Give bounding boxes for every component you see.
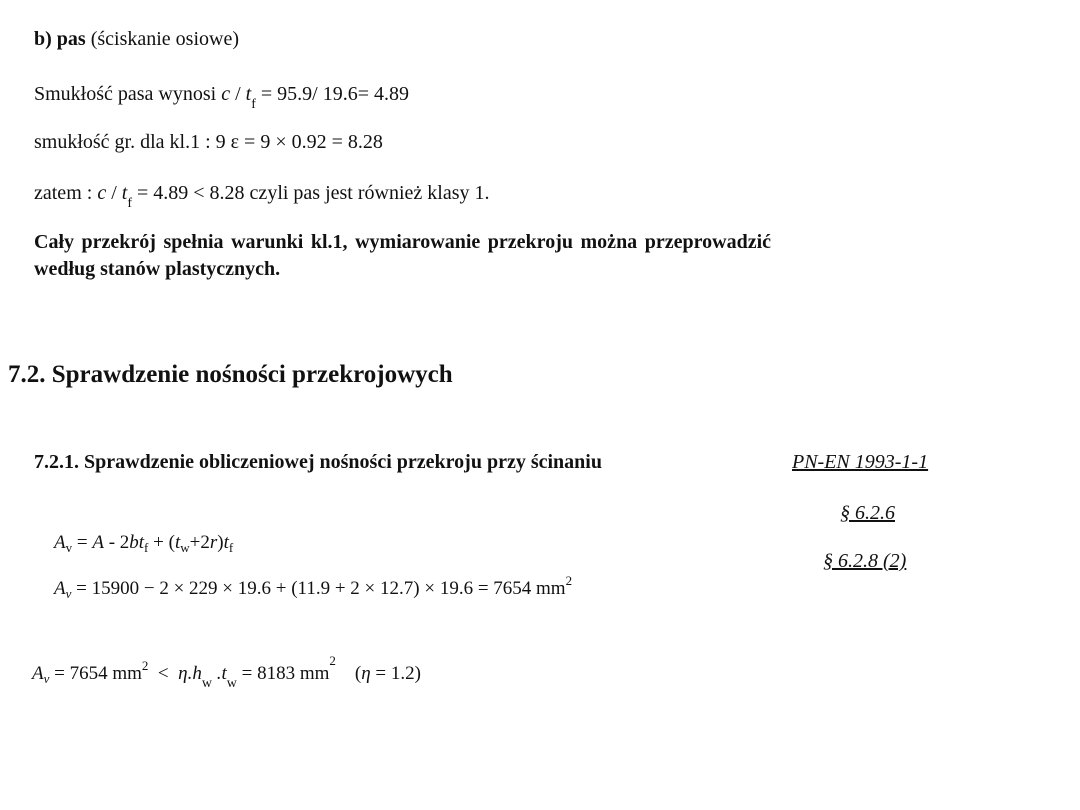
var-t: t xyxy=(223,532,229,553)
sub-w: w xyxy=(201,676,212,691)
less-than: < xyxy=(148,663,179,684)
var-c: c xyxy=(97,182,107,204)
sub-f: f xyxy=(251,97,256,112)
therefore-line xyxy=(34,182,490,211)
sup-2: 2 xyxy=(329,653,336,668)
plus-open: + ( xyxy=(148,532,175,553)
section-7-2-1-title: 7.2.1. Sprawdzenie obliczeniowej nośności przekroju przy ścinaniu xyxy=(34,451,602,473)
sub-f: f xyxy=(228,540,234,555)
section-b-label: b) pas xyxy=(34,28,86,50)
sub-f: f xyxy=(144,540,149,555)
var-A: A xyxy=(92,532,104,553)
var-t: t xyxy=(121,182,128,204)
var-c: c xyxy=(221,83,231,105)
clause-reference-1: § 6.2.6 xyxy=(840,502,895,524)
therefore-rest: = 4.89 < 8.28 czyli pas jest również klasy 1. xyxy=(132,182,490,204)
calculation-rest: = 15900 − 2 × 229 × 19.6 + (11.9 + 2 × 12.7) × 19.6 = 7654 mm xyxy=(71,578,566,599)
shear-area-check xyxy=(32,653,421,691)
limit-slenderness-line: smukłość gr. dla kl.1 : 9 ε = 9 × 0.92 = 8.28 xyxy=(34,131,383,153)
shear-area-calculation xyxy=(54,573,573,601)
clause-reference-2: § 6.2.8 (2) xyxy=(823,550,907,572)
var-A: A xyxy=(54,578,66,599)
var-r: r xyxy=(209,532,218,553)
value-right: = 8183 mm xyxy=(236,663,330,684)
therefore-prefix: zatem : xyxy=(34,182,98,204)
slenderness-prefix: Smukłość pasa wynosi xyxy=(34,83,222,105)
sub-w: w xyxy=(226,676,237,691)
var-h: .h xyxy=(187,663,202,684)
var-A: A xyxy=(54,532,66,553)
var-eta: η xyxy=(178,663,188,684)
slenderness-value: = 95.9/ 19.6= 4.89 xyxy=(255,83,410,105)
var-A: A xyxy=(32,663,44,684)
var-t: t xyxy=(245,83,252,105)
conclusion-paragraph: Cały przekrój spełnia warunki kl.1, wymiarowanie przekroju można przeprowadzić według stanów plastycznych. xyxy=(34,231,771,280)
sub-v: v xyxy=(43,671,50,686)
slash: / xyxy=(230,83,246,105)
sub-w: w xyxy=(180,540,190,555)
slash: / xyxy=(106,182,122,204)
sup-2: 2 xyxy=(141,658,149,673)
sub-f: f xyxy=(127,196,132,211)
section-7-2-title: 7.2. Sprawdzenie nośności przekrojowych xyxy=(8,361,453,388)
var-b: b xyxy=(129,532,139,553)
section-b-subtitle: (ściskanie osiowe) xyxy=(85,28,239,50)
value-left: = 7654 mm xyxy=(49,663,142,684)
sup-2: 2 xyxy=(565,573,573,588)
minus-two: - 2 xyxy=(103,532,130,553)
var-t: t xyxy=(174,532,181,553)
standard-reference: PN-EN 1993-1-1 xyxy=(792,451,929,473)
var-eta: η xyxy=(361,663,371,684)
var-t: .t xyxy=(211,663,227,684)
plus-two: +2 xyxy=(189,532,210,553)
paren-close: ) xyxy=(217,532,224,553)
shear-area-formula xyxy=(54,532,233,554)
paren-open: ( xyxy=(335,663,362,684)
equals: = xyxy=(72,532,93,553)
section-b-heading xyxy=(34,28,239,51)
sub-v: v xyxy=(65,540,73,555)
eta-value: = 1.2) xyxy=(370,663,421,684)
sub-v: v xyxy=(65,586,72,601)
slenderness-line xyxy=(34,83,410,112)
var-t: t xyxy=(138,532,145,553)
